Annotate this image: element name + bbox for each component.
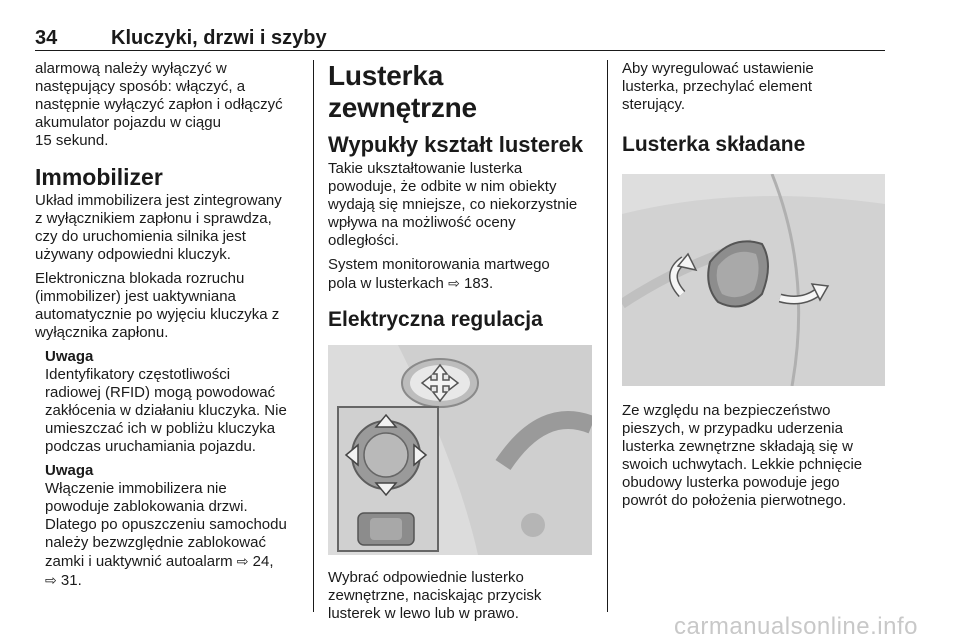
immobilizer-paragraph-1: Układ immobilizera jest zintegrowany z wyłącznikiem zapłonu i sprawdza, czy do uruchomienia silnika jest używany odpowiedni kluczyk.: [35, 192, 282, 263]
column-divider-1: [313, 60, 314, 612]
convex-paragraph: Takie ukształtowanie lusterka powoduje, że odbite w nim obiekty wydają się mniejsze, co niekorzystnie wpływa na możliwość oceny odległości.: [328, 160, 578, 249]
note-immobilizer-lock: [35, 462, 300, 590]
header-divider: [35, 50, 885, 51]
note-text: Włączenie immobilizera nie powoduje zablokowania drzwi. Dlatego po opuszczeniu samochodu należy bezwzględnie zablokować zamki i uaktywnić autoalarm ⇨ 24, ⇨ 31.: [45, 480, 287, 589]
intro-paragraph: alarmową należy wyłączyć w następujący sposób: włączyć, a następnie wyłączyć zapłon i odłączyć akumulator pojazdu w ciągu 15 sekund.: [35, 60, 283, 149]
electric-caption: Wybrać odpowiednie lusterko zewnętrzne, naciskając przycisk lusterek w lewo lub w prawo.: [328, 569, 542, 622]
watermark: carmanualsonline.info: [674, 613, 918, 640]
subsection-heading-convex: Wypukły kształt lusterek: [328, 132, 584, 157]
folding-mirror-illustration: [622, 174, 885, 386]
immobilizer-heading: Immobilizer: [35, 164, 163, 190]
page-reference-link[interactable]: 31.: [60, 572, 82, 589]
page-number: 34: [35, 27, 58, 49]
section-heading-mirrors: Lusterka zewnętrzne: [328, 60, 477, 123]
folding-paragraph: Ze względu na bezpieczeństwo pieszych, w przypadku uderzenia lusterka zewnętrzne składają się w swoich uchwytach. Lekkie pchnięcie obudowy lusterka powoduje jego powrót do położenia pierwotnego.: [622, 402, 863, 509]
adjust-paragraph: Aby wyregulować ustawienie lusterka, przechylać element sterujący.: [622, 60, 814, 113]
blind-spot-paragraph: System monitorowania martwego pola w lusterkach ⇨ 183.: [328, 256, 550, 292]
page-header: [35, 27, 885, 49]
column-1: [35, 60, 300, 596]
column-divider-2: [607, 60, 608, 612]
page-reference-arrow-icon[interactable]: ⇨: [236, 553, 249, 569]
note-title: Uwaga: [45, 462, 94, 479]
page-reference-arrow-icon[interactable]: ⇨: [448, 275, 460, 291]
note-text: Identyfikatory częstotliwości radiowej (RFID) mogą powodować zakłócenia w działaniu kluczyka. Nie umieszczać ich w pobliżu kluczyka podczas uruchamiania pojazdu.: [45, 366, 287, 455]
page-reference-arrow-icon[interactable]: ⇨: [45, 572, 57, 588]
subsection-heading-folding: Lusterka składane: [622, 133, 806, 156]
note-title: Uwaga: [45, 348, 94, 365]
note-rfid: [35, 348, 300, 456]
column-2: [328, 60, 593, 629]
electric-mirror-control-illustration: [328, 345, 592, 555]
column-3: [622, 60, 887, 516]
subsection-heading-electric: Elektryczna regulacja: [328, 308, 543, 331]
immobilizer-paragraph-2: Elektroniczna blokada rozruchu (immobilizer) jest uaktywniana automatycznie po wyjęciu kluczyka z wyłącznika zapłonu.: [35, 270, 280, 341]
page-reference-link[interactable]: 183.: [463, 275, 494, 292]
page-reference-link[interactable]: 24,: [252, 553, 274, 570]
chapter-title: Kluczyki, drzwi i szyby: [111, 27, 327, 49]
